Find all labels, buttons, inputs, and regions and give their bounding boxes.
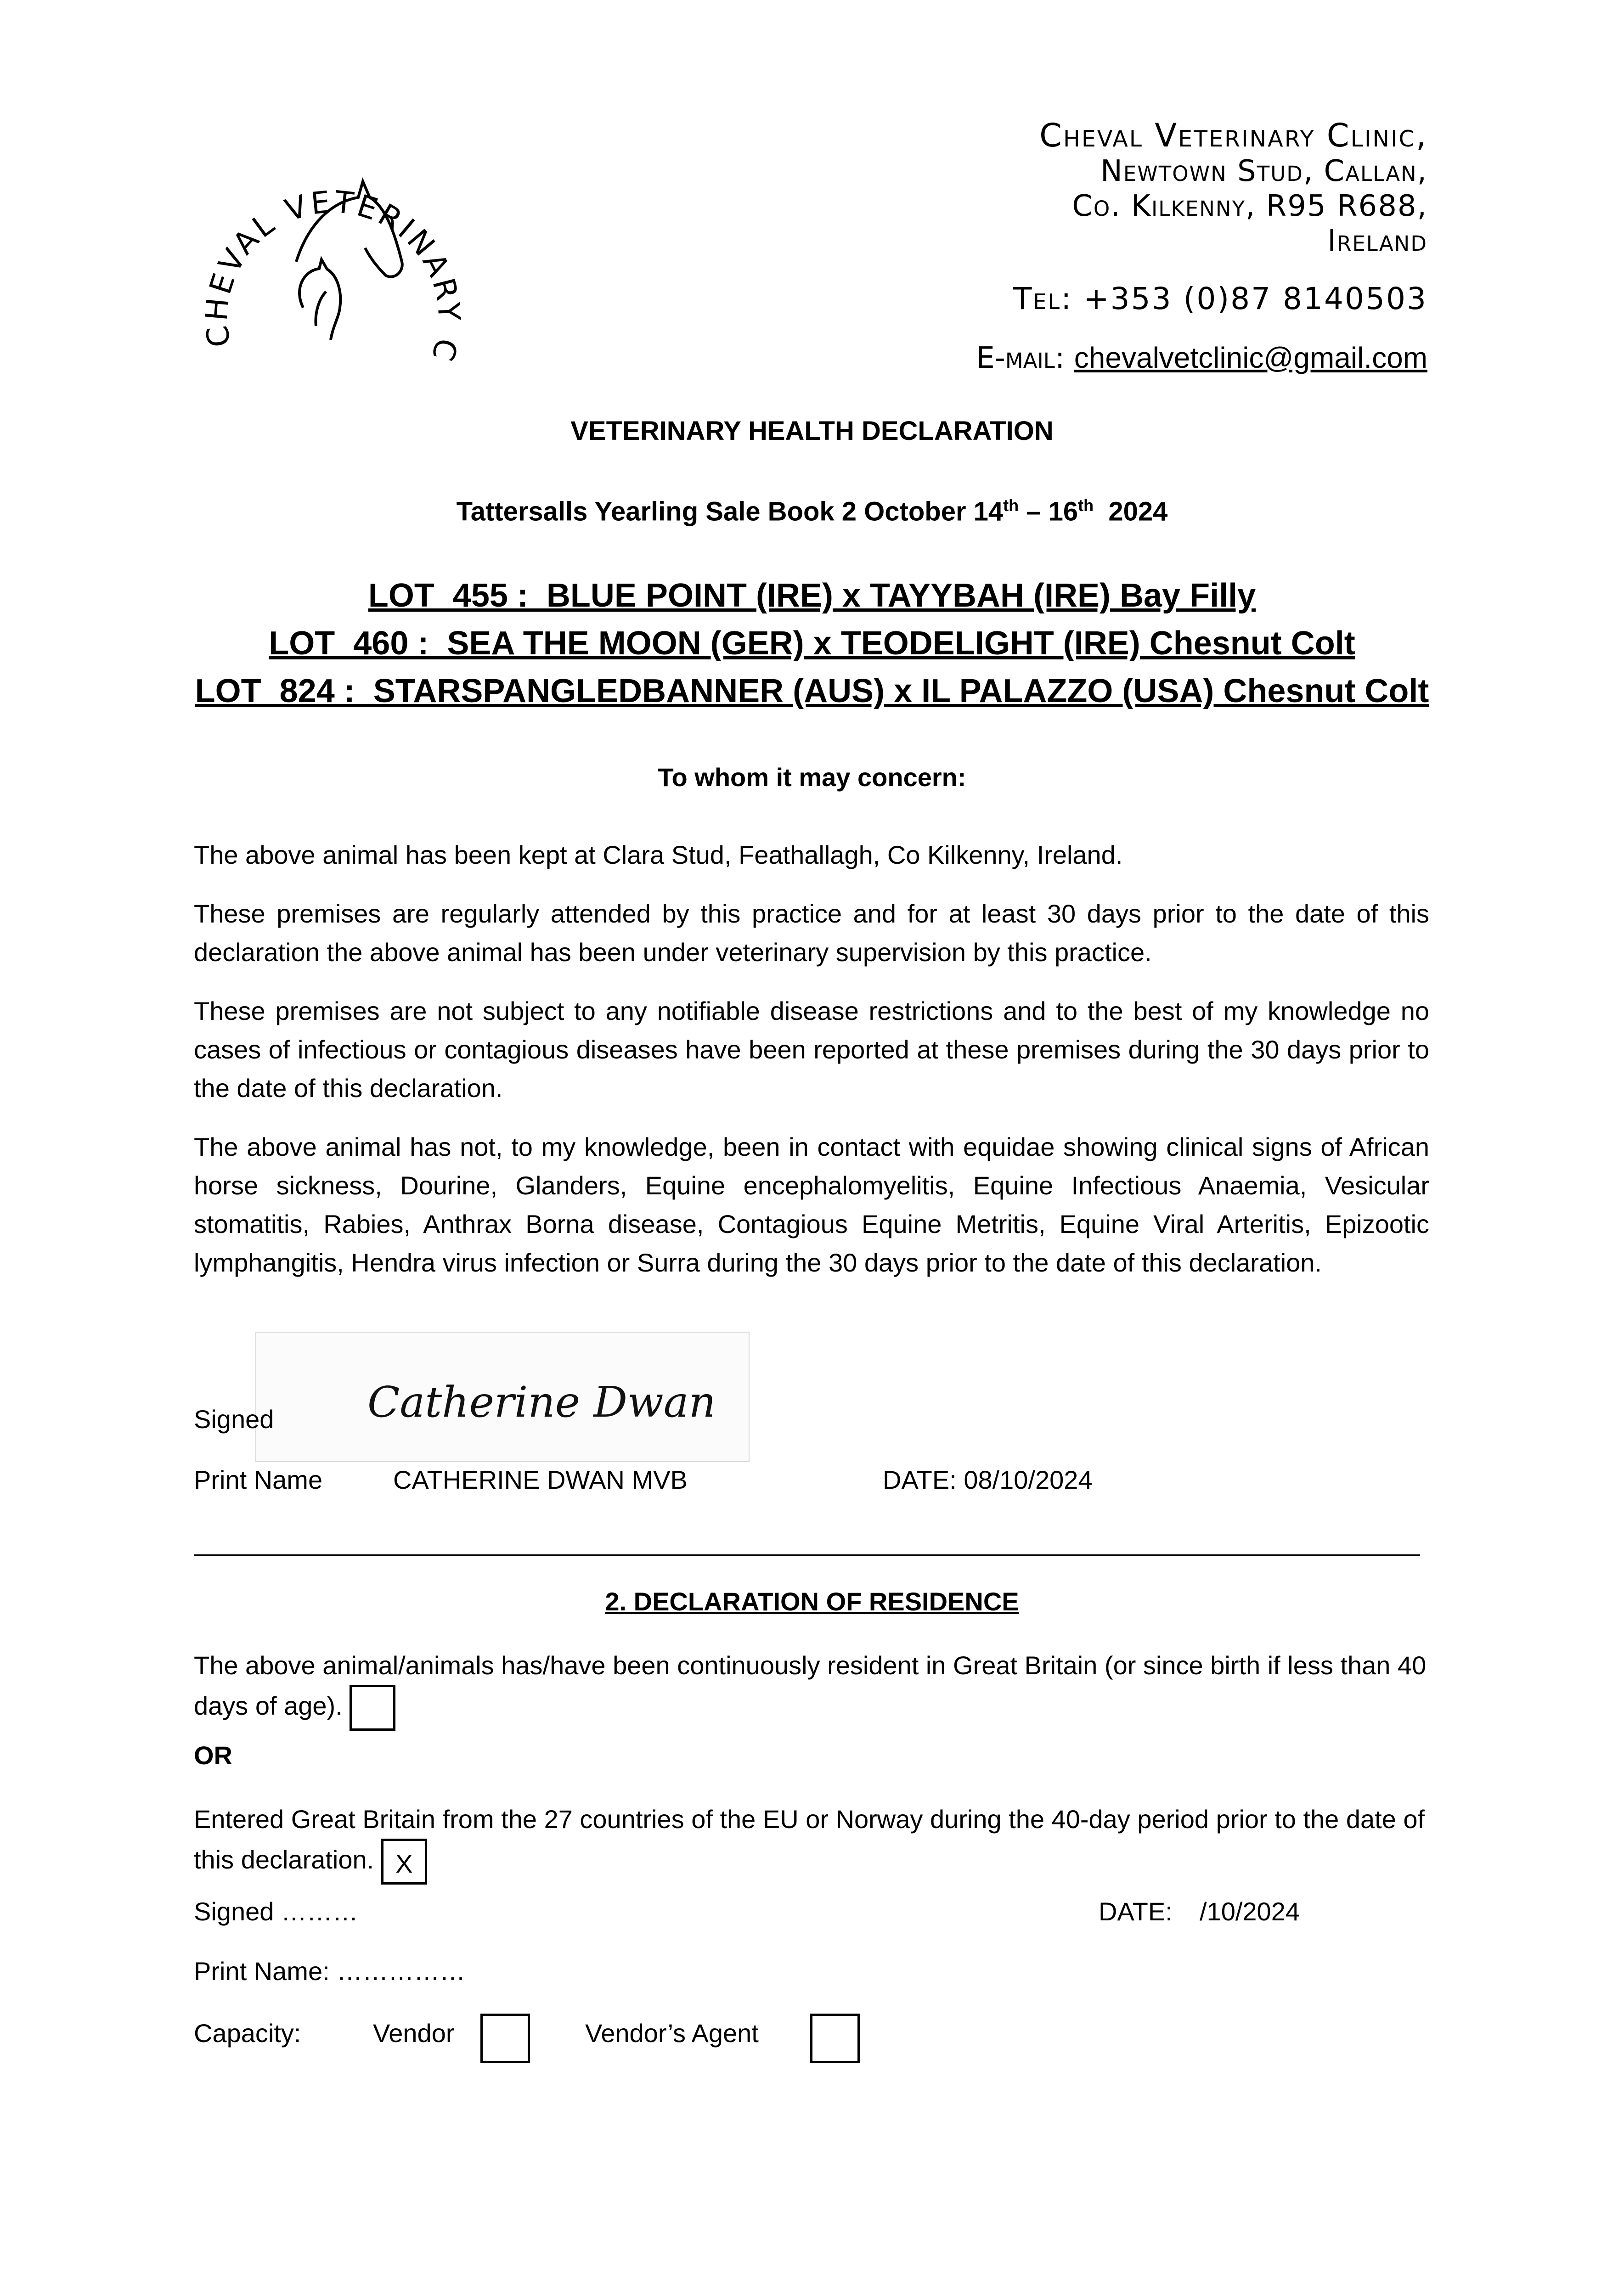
or-label: OR [194, 1741, 232, 1770]
clinic-name: Cheval Veterinary Clinic, [1039, 117, 1427, 154]
declaration-body [194, 836, 1429, 1302]
body-paragraph: These premises are not subject to any notifiable disease restrictions and to the best of my knowledge no cases of infectious or contagious diseases have been reported at these premises during the 30 days prior to the date of this declaration. [194, 996, 1429, 1103]
signature-text: Catherine Dwan [367, 1378, 712, 1427]
vendor-checkbox[interactable] [480, 2014, 530, 2063]
signed-label: Signed [194, 1405, 274, 1434]
print-name-value: CATHERINE DWAN MVB [393, 1465, 688, 1494]
lot-line: LOT 824 : STARSPANGLEDBANNER (AUS) x IL PALAZZO (USA) Chesnut Colt [195, 673, 1429, 709]
clinic-address-line: Co. Kilkenny, R95 R688, [1072, 189, 1427, 223]
print-name-label: Print Name [194, 1465, 323, 1494]
lot-list [193, 572, 1431, 715]
residence-option-text: The above animal/animals has/have been continuously resident in Great Britain (or since birth if less than 40 days of age). [194, 1651, 1427, 1720]
clinic-email [739, 339, 1427, 377]
residence-date-value: /10/2024 [1200, 1897, 1300, 1926]
sale-text: Tattersalls Yearling Sale Book 2 October 14 [456, 496, 1004, 527]
svg-text:CHEVAL VETERINARY CLINIC [193, 133, 467, 367]
vendor-label: Vendor [373, 2019, 455, 2048]
signature-drawing [363, 1366, 712, 1435]
residence-option-1 [194, 1646, 1434, 1731]
residence-date-label: DATE: [1099, 1897, 1173, 1926]
email-label: E-mail: [976, 341, 1065, 375]
lot-line: LOT 455 : BLUE POINT (IRE) x TAYYBAH (IRE) Bay Filly [368, 577, 1256, 614]
section-divider [194, 1554, 1420, 1556]
salutation: To whom it may concern: [658, 763, 966, 792]
clinic-address-block [739, 117, 1427, 377]
capacity-label: Capacity: [194, 2019, 301, 2048]
sale-sup: th [1078, 496, 1094, 515]
vendor-agent-checkbox[interactable] [810, 2014, 860, 2063]
logo-text: CHEVAL VETERINARY C [198, 184, 467, 367]
sale-text: 2024 [1094, 496, 1168, 527]
body-paragraph: The above animal has been kept at Clara Stud, Feathallagh, Co Kilkenny, Ireland. [194, 840, 1123, 869]
lot-line: LOT 460 : SEA THE MOON (GER) x TEODELIGHT (IRE) Chesnut Colt [269, 625, 1355, 662]
horse-heads-icon [193, 133, 478, 372]
email-link[interactable]: chevalvetclinic@gmail.com [1074, 341, 1427, 374]
clinic-address-line: Newtown Stud, Callan, [1100, 154, 1427, 188]
residence-option-1-checkbox[interactable] [350, 1685, 395, 1731]
residence-signed: Signed ……… [194, 1897, 358, 1926]
signature-image [363, 1366, 712, 1435]
residence-option-text: Entered Great Britain from the 27 countries of the EU or Norway during the 40-day period prior to the date of this declaration. [194, 1805, 1425, 1874]
vendor-agent-label: Vendor’s Agent [585, 2019, 759, 2048]
tel-number: +353 (0)87 8140503 [1083, 281, 1427, 316]
tel-label: Tel: [1013, 281, 1073, 316]
residence-heading: 2. DECLARATION OF RESIDENCE [605, 1587, 1019, 1616]
residence-option-2-checkbox[interactable]: X [381, 1839, 427, 1885]
clinic-logo [193, 133, 478, 372]
residence-option-2 [194, 1800, 1434, 1885]
clinic-address-line: Ireland [1327, 224, 1427, 258]
sale-text: – 16 [1019, 496, 1078, 527]
sale-sup: th [1003, 496, 1019, 515]
declaration-date: DATE: 08/10/2024 [883, 1465, 1093, 1494]
sale-line [193, 496, 1431, 527]
body-paragraph: These premises are regularly attended by this practice and for at least 30 days prior to the date of this declaration the above animal has been under veterinary supervision by this practice. [194, 899, 1429, 967]
residence-print-name: Print Name: …………… [194, 1957, 466, 1986]
body-paragraph: The above animal has not, to my knowledge, been in contact with equidae showing clinical signs of African horse sickness, Dourine, Glanders, Equine encephalomyelitis, Equine Infectious Anaemia, Vesicular stomatitis, Rabies, Anthrax Borna disease, Contagious Equine Metritis, Equine Viral Arteritis, Epizootic lymphangitis, Hendra virus infection or Surra during the 30 days prior to the date of this declaration. [194, 1132, 1429, 1277]
declaration-title: VETERINARY HEALTH DECLARATION [570, 416, 1054, 446]
clinic-telephone [739, 281, 1427, 317]
